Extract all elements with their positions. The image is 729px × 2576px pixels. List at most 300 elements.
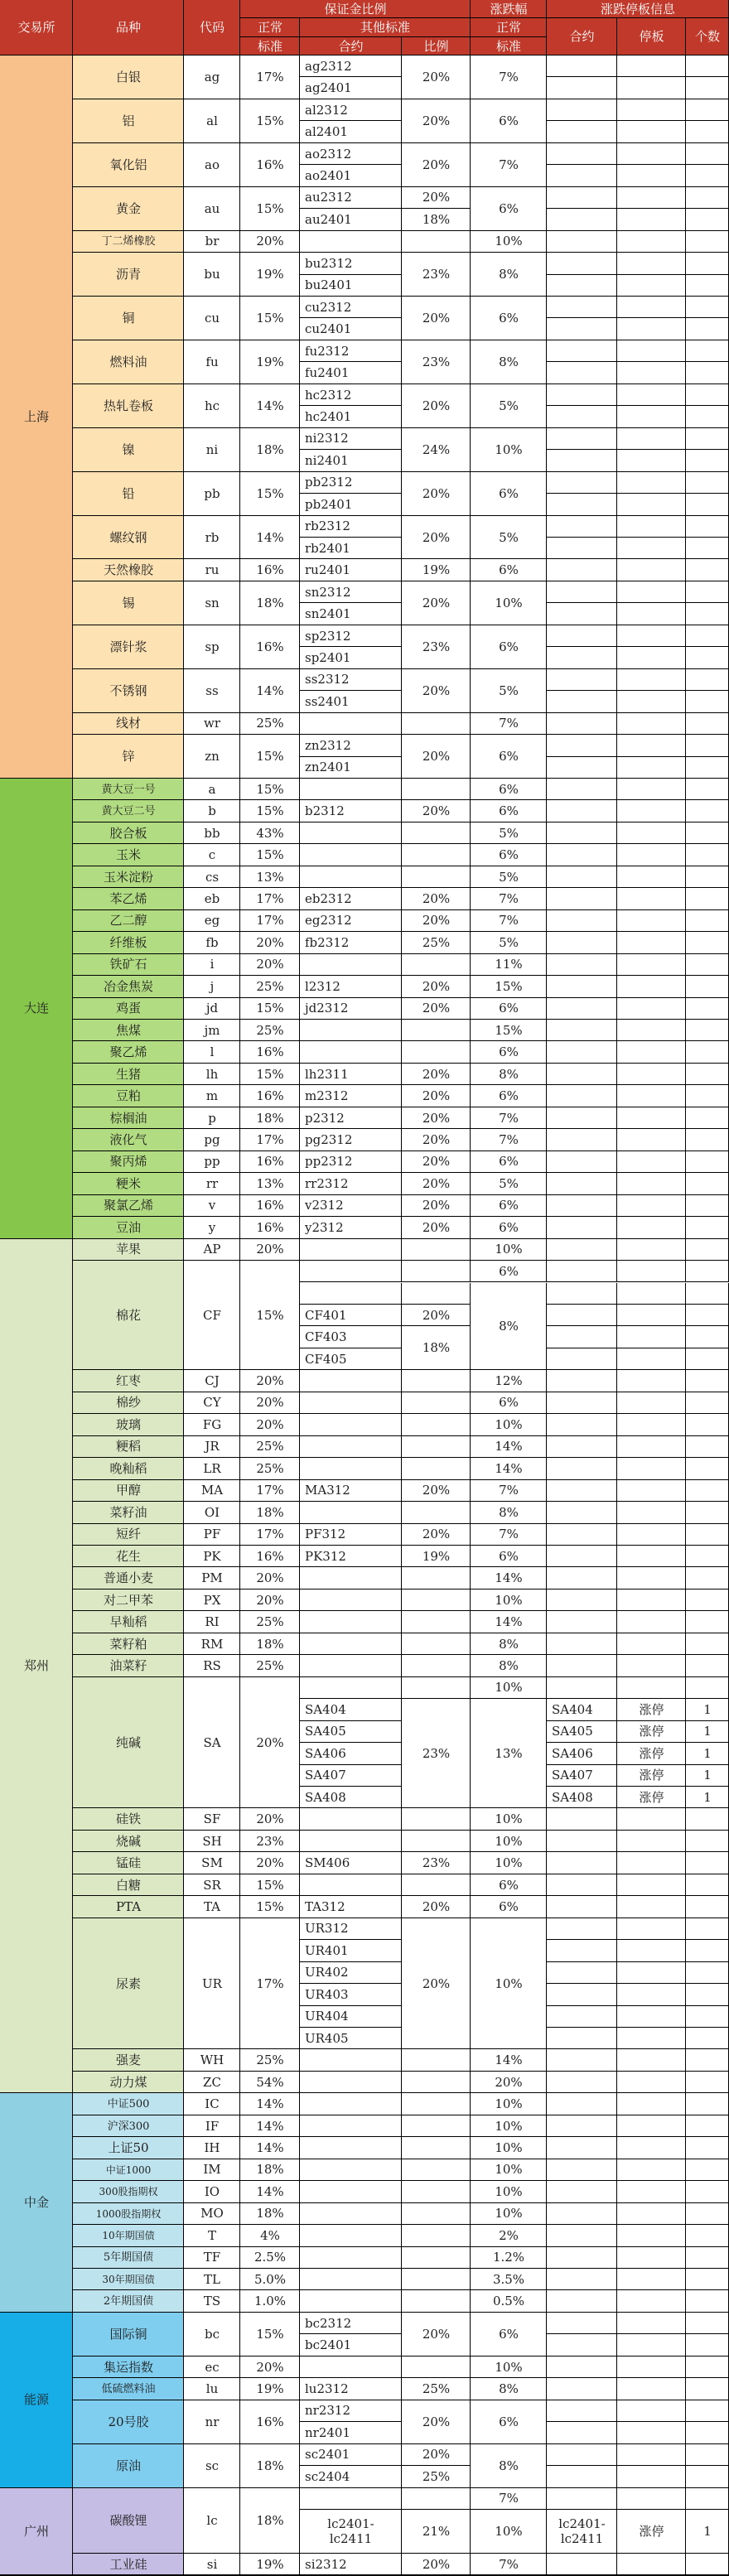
limit-JR-text: 14% [495,1439,523,1454]
product-p-text: 棕榈油 [109,1110,147,1126]
other-contract-UR404 [300,2006,402,2028]
other-contract-fu2312-text: fu2312 [305,343,350,359]
product-rb [73,516,184,560]
other-contract-pg2312-text: pg2312 [305,1132,353,1148]
product-j [73,976,184,997]
other-ratio-lc [402,2510,471,2554]
other-contract-lh2311 [300,1064,402,1085]
halt-count-empty [686,1414,729,1435]
code-j-text: j [210,978,215,994]
margin-FG-text: 20% [256,1416,284,1432]
halt-status-empty [617,735,686,756]
limit-au-text: 6% [499,200,519,216]
other-ratio-empty-IF [402,2115,471,2137]
product-SR [73,1874,184,1896]
other-ratio-SM-text: 23% [422,1855,451,1871]
halt-count-empty [686,165,729,186]
limit-l-text: 6% [499,1044,519,1060]
other-contract-pb2312-text: pb2312 [305,475,353,490]
code-OI [184,1502,240,1523]
product-TS [73,2290,184,2312]
margin-JR [240,1436,300,1458]
limit-pp [471,1151,547,1173]
other-contract-sn2312-text: sn2312 [305,584,351,600]
limit-WH-text: 14% [495,2053,523,2068]
limit-ss-text: 5% [499,683,519,698]
other-contract-ni2401-text: ni2401 [305,452,349,468]
code-PM-text: PM [201,1570,223,1586]
code-b [184,800,240,822]
margin-au [240,187,300,231]
other-contract-lu2312-text: lu2312 [305,2381,349,2396]
limit-WH [471,2049,547,2071]
header-halt-group-text: 涨跌停板信息 [600,1,675,17]
product-ec [73,2357,184,2378]
halt-status-empty [617,1852,686,1874]
other-ratio-empty-SR [402,1874,471,1896]
halt-count-empty [686,121,729,142]
code-c-text: c [208,847,216,863]
limit-FG-text: 10% [495,1416,523,1432]
margin-hc-text: 14% [256,398,284,413]
halt-contract-empty [547,2290,617,2312]
other-contract-lu2312 [300,2378,402,2400]
limit-zn-text: 6% [499,749,519,765]
halt-contract-empty [547,2466,617,2487]
other-contract-SA406 [300,1743,402,1764]
product-lu [73,2378,184,2400]
other-ratio-sn-text: 20% [422,595,451,610]
product-PM [73,1567,184,1589]
product-j-text: 冶金焦炭 [103,978,153,994]
other-contract-MA312-text: MA312 [305,1483,350,1498]
header-code [184,0,240,55]
other-contract-sp2312 [300,625,402,647]
halt-contract-empty [547,1918,617,1940]
halt-contract-empty [547,1984,617,2005]
margin-TL-text: 5.0% [253,2271,287,2287]
code-eb [184,888,240,909]
other-ratio-pg-text: 20% [422,1132,451,1148]
halt-status-empty [617,1940,686,1961]
limit-SR [471,1874,547,1896]
other-ratio-sc2404 [402,2466,471,2487]
halt-contract-lc-text: lc2401- lc2411 [558,2516,606,2547]
other-ratio-p [402,1107,471,1129]
code-p [184,1107,240,1129]
margin-lc-text: 18% [256,2512,284,2528]
other-contract-UR405 [300,2028,402,2049]
margin-T-text: 4% [260,2227,280,2243]
product-a-text: 黄大豆一号 [101,783,156,796]
other-ratio-lh [402,1064,471,1085]
margin-SF-text: 20% [256,1811,284,1827]
margin-IF [240,2115,300,2137]
margin-ss-text: 14% [256,683,284,698]
margin-i-text: 20% [256,957,284,972]
product-lh [73,1064,184,1085]
margin-c-text: 15% [256,847,284,863]
limit-LR-text: 14% [495,1460,523,1476]
other-contract-m2312-text: m2312 [305,1088,349,1104]
margin-au-text: 15% [256,200,284,216]
other-ratio-au2312 [402,187,471,209]
code-eb-text: eb [204,891,220,907]
halt-status-empty [617,1546,686,1567]
limit-TS [471,2290,547,2312]
limit-IF [471,2115,547,2137]
margin-eb [240,888,300,909]
halt-count-empty [686,1085,729,1107]
margin-p-text: 18% [256,1110,284,1126]
halt-contract-empty [547,2400,617,2422]
limit-SA [471,1699,547,1808]
limit-lu-text: 8% [499,2381,519,2396]
halt-status-SA407 [617,1765,686,1787]
margin-sc [240,2444,300,2488]
product-bu [73,253,184,297]
other-contract-sc2404-text: sc2404 [305,2468,350,2484]
other-contract-pb2401 [300,494,402,515]
halt-count-empty [686,362,729,384]
halt-status-empty [617,516,686,538]
other-ratio-sp-text: 23% [422,639,451,654]
other-contract-cu2312-text: cu2312 [305,299,352,315]
code-IF [184,2115,240,2137]
limit-br [471,231,547,253]
margin-PM-text: 20% [256,1570,284,1586]
halt-count-SA404-text: 1 [703,1701,712,1717]
other-contract-au2401-text: au2401 [305,211,352,227]
margin-y [240,1217,300,1238]
product-ao [73,143,184,187]
margin-pg [240,1129,300,1151]
halt-status-SA406-text: 涨停 [639,1745,664,1761]
margin-ni [240,428,300,472]
code-TF [184,2247,240,2269]
halt-count-empty [686,669,729,691]
halt-status-empty [617,1348,686,1370]
halt-status-empty [617,888,686,909]
product-SH [73,1831,184,1852]
halt-status-empty [617,2203,686,2225]
product-IF [73,2115,184,2137]
other-ratio-PF-text: 20% [422,1527,451,1542]
limit-c [471,844,547,866]
margin-si [240,2554,300,2575]
product-si [73,2554,184,2575]
halt-contract-empty [547,99,617,121]
other-ratio-b [402,800,471,822]
halt-count-empty [686,187,729,209]
margin-zn-text: 15% [256,749,284,765]
code-jd [184,998,240,1020]
code-i [184,954,240,976]
other-ratio-TA [402,1896,471,1918]
limit-PM-text: 14% [495,1570,523,1586]
halt-contract-empty [547,77,617,99]
code-PF [184,1524,240,1546]
halt-count-empty [686,1874,729,1896]
limit-lh [471,1064,547,1085]
halt-count-empty [686,450,729,471]
halt-count-empty [686,1217,729,1238]
other-ratio-SM [402,1852,471,1874]
code-IO-text: IO [204,2183,220,2199]
limit-top-SA [471,1677,547,1699]
product-jd [73,998,184,1020]
limit-eb [471,888,547,909]
halt-contract-empty [547,1348,617,1370]
limit-jd [471,998,547,1020]
code-nr-text: nr [205,2414,220,2429]
product-wr [73,713,184,735]
other-ratio-empty-br [402,231,471,253]
code-pb-text: pb [204,485,220,501]
code-SF-text: SF [203,1811,221,1827]
halt-status-empty [617,2290,686,2312]
other-contract-lh2311-text: lh2311 [305,1066,349,1082]
product-nr [73,2400,184,2444]
halt-contract-empty [547,428,617,450]
halt-count-lc-text: 1 [703,2523,712,2539]
other-contract-CF401-text: CF401 [305,1307,347,1323]
code-nr [184,2400,240,2444]
product-RI [73,1611,184,1633]
other-contract-fb2312-text: fb2312 [305,934,350,950]
other-contract-UR405-text: UR405 [305,2030,349,2046]
code-ss [184,669,240,713]
other-contract-MA312 [300,1480,402,1502]
other-contract-eg2312-text: eg2312 [305,913,352,929]
code-ZC [184,2072,240,2093]
halt-contract-empty [547,1546,617,1567]
halt-status-empty [617,647,686,668]
other-contract-empty-PX [300,1589,402,1611]
other-contract-empty-IO [300,2181,402,2202]
limit-fu [471,340,547,384]
halt-count-empty [686,1567,729,1589]
code-m-text: m [205,1088,219,1104]
other-contract-sp2312-text: sp2312 [305,628,351,644]
margin-SM [240,1852,300,1874]
halt-status-empty [617,1261,686,1282]
product-CJ [73,1370,184,1392]
code-FG-text: FG [202,1416,222,1432]
product-FG [73,1414,184,1435]
other-contract-empty-lc-top [300,2488,402,2510]
product-bc-text: 国际铜 [109,2326,147,2342]
margin-zn [240,735,300,779]
halt-contract-empty [547,1458,617,1479]
product-sn [73,581,184,625]
other-ratio-rb [402,516,471,560]
margin-y-text: 16% [256,1219,284,1235]
limit-y [471,1217,547,1238]
halt-status-SA408 [617,1787,686,1808]
other-contract-empty-FG [300,1414,402,1435]
halt-count-empty [686,428,729,450]
code-bu [184,253,240,297]
limit-ag [471,55,547,99]
other-contract-empty-MO [300,2203,402,2225]
header-margin-group [240,0,471,18]
product-TL [73,2269,184,2290]
other-ratio-zn-text: 20% [422,749,451,765]
halt-contract-empty [547,2313,617,2334]
product-sc [73,2444,184,2488]
other-ratio-j [402,976,471,997]
other-ratio-empty-TF [402,2247,471,2269]
margin-cu-text: 15% [256,310,284,326]
halt-count-empty [686,2115,729,2137]
other-contract-SM406 [300,1852,402,1874]
exchange-ine [0,2313,73,2488]
halt-count-empty [686,1852,729,1874]
halt-contract-empty [547,297,617,318]
margin-nr [240,2400,300,2444]
halt-status-empty [617,866,686,888]
limit-T [471,2225,547,2246]
limit-al [471,99,547,143]
code-ao [184,143,240,187]
limit-pg-text: 7% [499,1132,519,1148]
code-sn-text: sn [205,595,220,610]
product-PX-text: 对二甲苯 [103,1592,153,1608]
other-contract-empty-AP [300,1239,402,1261]
other-contract-empty-T [300,2225,402,2246]
halt-status-empty [617,691,686,712]
product-pg [73,1129,184,1151]
code-RI-text: RI [205,1614,220,1630]
other-contract-pp2312-text: pp2312 [305,1154,353,1170]
other-ratio-empty-RI [402,1611,471,1633]
halt-status-empty [617,1414,686,1435]
other-contract-ao2312 [300,143,402,165]
halt-status-empty [617,1326,686,1348]
margin-m [240,1085,300,1107]
halt-contract-empty [547,800,617,822]
halt-contract-empty [547,2203,617,2225]
other-ratio-CF401 [402,1305,471,1326]
other-contract-si2312 [300,2554,402,2575]
halt-contract-empty [547,1107,617,1129]
other-contract-SA406-text: SA406 [305,1745,346,1761]
product-b [73,800,184,822]
code-zn [184,735,240,779]
product-y-text: 豆油 [115,1219,141,1235]
halt-contract-empty [547,2554,617,2575]
halt-count-empty [686,2049,729,2071]
other-contract-ss2312 [300,669,402,691]
product-m [73,1085,184,1107]
code-SF [184,1808,240,1830]
other-ratio-eb [402,888,471,909]
product-FG-text: 玻璃 [115,1416,141,1432]
other-contract-bu2401 [300,275,402,297]
halt-contract-empty [547,1524,617,1546]
limit-pb [471,472,547,516]
halt-status-empty [617,538,686,559]
limit-cu-text: 6% [499,310,519,326]
code-cs-text: cs [205,869,220,885]
halt-count-empty [686,1107,729,1129]
limit-cs-text: 5% [499,869,519,885]
halt-status-empty [617,165,686,186]
product-zn [73,735,184,779]
halt-status-empty [617,2400,686,2422]
halt-status-empty [617,2159,686,2181]
margin-CJ [240,1370,300,1392]
other-ratio-jd-text: 20% [422,1001,451,1016]
margin-cs-text: 13% [256,869,284,885]
halt-status-empty [617,2334,686,2356]
code-SA-text: SA [203,1734,221,1750]
product-i [73,954,184,976]
halt-count-empty [686,1480,729,1502]
halt-count-empty [686,231,729,253]
code-ag [184,55,240,99]
other-contract-fu2312 [300,340,402,362]
other-ratio-empty-ec [402,2357,471,2378]
other-contract-v2312-text: v2312 [305,1198,344,1213]
halt-status-empty [617,2049,686,2071]
margin-PK [240,1546,300,1567]
margin-pb [240,472,300,516]
limit-CY-text: 6% [499,1395,519,1411]
other-contract-empty-br [300,231,402,253]
product-SM-text: 锰硅 [115,1855,141,1871]
header-limit-standard-text: 标准 [495,38,521,54]
other-contract-jd2312 [300,998,402,1020]
halt-status-empty [617,2378,686,2400]
halt-count-SA406 [686,1743,729,1764]
other-ratio-sc2401 [402,2444,471,2466]
halt-count-empty [686,1589,729,1611]
margin-jd-text: 15% [256,1001,284,1016]
halt-count-empty [686,1370,729,1392]
halt-status-empty [617,932,686,953]
exchange-zhengzhou [0,1239,73,2094]
code-IH [184,2137,240,2159]
product-OI [73,1502,184,1523]
product-UR-text: 尿素 [115,1975,141,1991]
halt-contract-empty [547,2181,617,2202]
other-ratio-bu-text: 23% [422,267,451,282]
product-RS [73,1655,184,1676]
halt-status-empty [617,1567,686,1589]
other-ratio-rb-text: 20% [422,529,451,545]
header-code-text: 代码 [199,20,224,35]
halt-count-empty [686,472,729,494]
code-CJ [184,1370,240,1392]
limit-rb-text: 5% [499,529,519,545]
exchange-shanghai-text: 上海 [23,409,49,424]
other-contract-hc2401-text: hc2401 [305,409,352,424]
other-contract-SA405-text: SA405 [305,1724,346,1739]
halt-count-empty [686,1261,729,1282]
limit-LR [471,1458,547,1479]
limit-IC [471,2093,547,2115]
product-l [73,1041,184,1063]
limit-v [471,1195,547,1217]
other-contract-CF401 [300,1305,402,1326]
code-CJ-text: CJ [205,1373,220,1389]
other-ratio-empty-ZC [402,2072,471,2093]
code-IO [184,2181,240,2202]
code-br-text: br [205,234,220,249]
halt-count-empty [686,2028,729,2049]
